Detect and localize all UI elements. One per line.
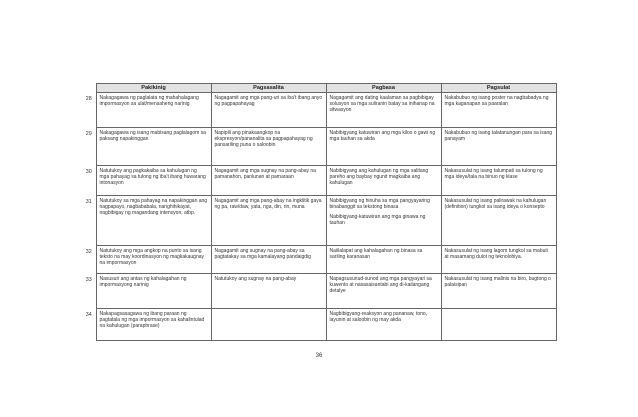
cell-pakikinig: Natutukoy sa mga pahayag na napakinggan ang nagpapayo, nagbababala, nanghihikayat, nagbibigay ng magandang intensyon, atbp.: [96, 196, 211, 246]
header-pagsasalita: Pagsasalita: [211, 84, 326, 93]
cell-pagbasa: Nabibigyang ang kahulugan ng mga salitang pareho ang baybay ngunit magkaiba ang kahulugan: [326, 166, 441, 196]
cell-pagsulat: Nakasusulat ng isang talumpati sa tulong ng mga ideya/tala na binuo ng klase: [441, 166, 556, 196]
cell-pagsasalita: Nagagamit ang sugnay na pang-abay sa pagtatakay sa mga kamalayang pandaigdig: [211, 246, 326, 274]
cell-pagbasa-extra-text: Nabibigyang-katuwiran ang mga ginawa ng tauhan: [329, 214, 426, 226]
cell-pagsasalita: Nagagamit ang mga sugnay na pang-abay na pamanahon, panlunan at pamaraan: [211, 166, 326, 196]
cell-pagsulat: Nakabubuo ng isang talatanungan para sa isang panayam: [441, 128, 556, 166]
cell-pakikinig: Nasusuri ang antas ng kahalagahan ng impormasyong narinig: [96, 274, 211, 309]
page-number: 36: [315, 353, 323, 359]
cell-pagsulat: Nakabubuo ng isang poster na nagbabadya ng mga kaganapan sa paaralan: [441, 93, 556, 128]
curriculum-table: [82, 83, 557, 341]
table-row: [82, 246, 556, 274]
row-number: 31: [85, 198, 92, 205]
row-number: 34: [85, 311, 92, 318]
table-row: [82, 274, 556, 309]
cell-pagsulat: Nakasusulat ng isang malinis na biro, bugtong o palaisipan: [441, 274, 556, 309]
header-row: [82, 84, 556, 93]
cell-pagbasa: Nagbibigyang-reaksyon ang pananaw, tono, layunin at saloobin ng may akda: [326, 309, 441, 341]
header-pagsulat: Pagsulat: [441, 84, 556, 93]
row-number: 29: [85, 130, 92, 137]
cell-pagsasalita: Napipili ang pinakaangkop na ekspresyon/pananalita sa pagpapahayag ng pansariling puna o saloobin: [211, 128, 326, 166]
row-number: 28: [85, 95, 92, 102]
number-column-header: [82, 84, 96, 93]
table-row: [82, 166, 556, 196]
cell-pagsulat: [441, 309, 556, 341]
cell-pagbasa: [326, 196, 441, 246]
cell-pagsasalita: Nagagamit ang mga pang-uri sa iba't ibang anyo ng pagpapahayag: [211, 93, 326, 128]
row-number: 32: [85, 248, 92, 255]
cell-pakikinig: Natutukoy ang pagkakaiba sa kahulugan ng mga pahayag sa tulong ng iba't ibang huwarang intonasyon: [96, 166, 211, 196]
row-number: 33: [85, 276, 92, 283]
table-row: [82, 93, 556, 128]
header-pagbasa: Pagbasa: [326, 84, 441, 93]
cell-pagsasalita: Natutukoy ang sugnay na pang-abay: [211, 274, 326, 309]
cell-pagbasa-text: Nabibigyang ng hinuha sa mga pangyayaring binabanggit sa tekstong binasa: [329, 198, 430, 210]
cell-pakikinig: Nakagagawa ng paglalata ng mahahalagang impormasyon sa ulat/mensaheng narinig: [96, 93, 211, 128]
cell-pagbasa: Nagagamit ang dating kaalaman sa pagbibigay solusyon sa mga suliranin batay sa inihanap na sitwasyon: [326, 93, 441, 128]
header-pakikinig: Pakikinig: [96, 84, 211, 93]
table-row: [82, 196, 556, 246]
table-row: [82, 128, 556, 166]
cell-pagbasa: Napagsusunud-sunod ang mga pangyayari sa kuwento at nasasaisantabi ang di-kailangang detalye: [326, 274, 441, 309]
cell-pagsulat: Nakasusulat ng isang palirawak na kahulugan (definition) tungkol sa isang ideya o konsepto: [441, 196, 556, 246]
table-row: [82, 309, 556, 341]
cell-pakikinig: Nakapagsasagawa ng ibang paraan ng pagtatala ng mga impormasyon sa kahalintulad na kahulugan (paraphrase): [96, 309, 211, 341]
cell-pagsulat: Nakasusulat ng isang lagom tungkol sa mabuti at masamang dulot ng teknolohiya.: [441, 246, 556, 274]
cell-pagsasalita: [211, 309, 326, 341]
cell-pagbasa: Naiilalapat ang kahalagahan ng binasa sa sariling karanasan: [326, 246, 441, 274]
row-number: 30: [85, 168, 92, 175]
cell-pagbasa: Nabibigyang katuwiran ang mga kilos o gawi ng mga tauhan sa akda: [326, 128, 441, 166]
cell-pakikinig: Natutukoy ang mga angkop na punto sa isang teksto na may koordinasyon ng magkakaugnay na impormasyon: [96, 246, 211, 274]
cell-pagsasalita: Nagagamit ang mga pang-abay na ingklitik gaya ng pa, raw/daw, yata, nga, din, rin, muna: [211, 196, 326, 246]
cell-pakikinig: Nakagagawa ng isang mabisang paglalagom sa paksang napakinggan: [96, 128, 211, 166]
